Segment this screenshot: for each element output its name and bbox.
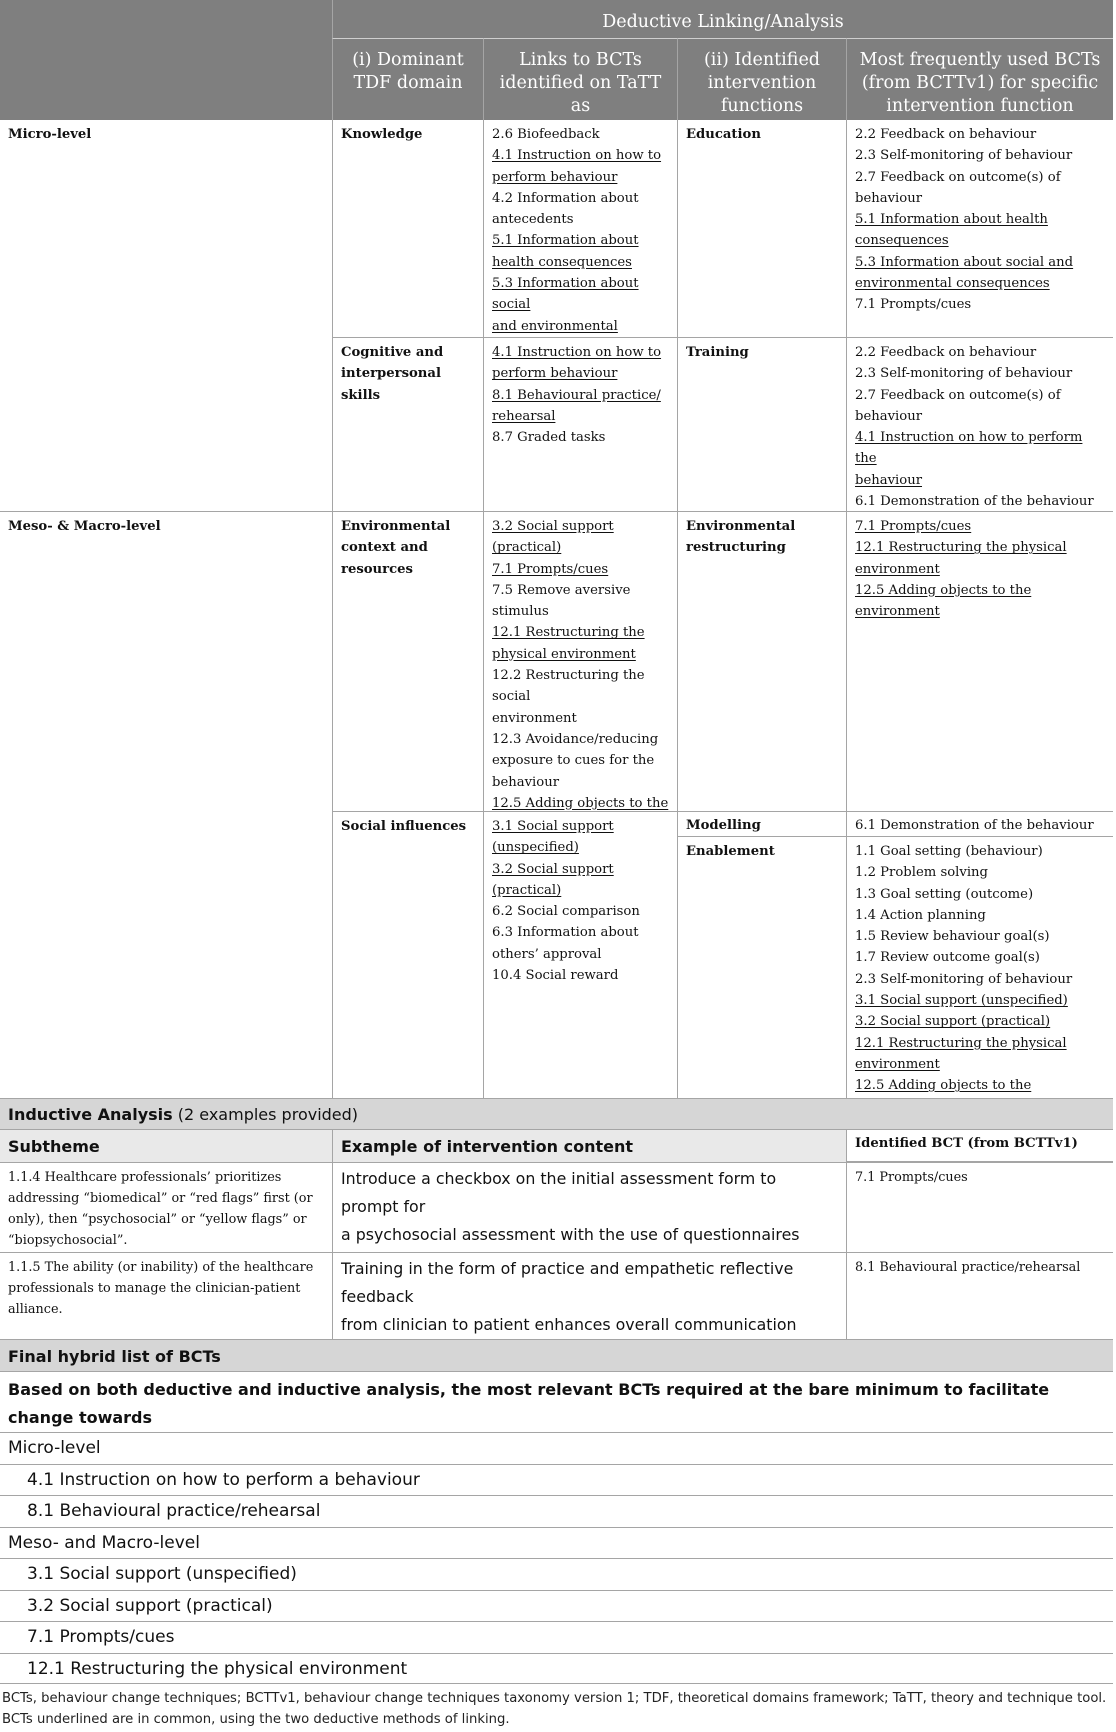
function-education: Education <box>677 120 846 338</box>
bct-line: 1.3 Goal setting (outcome) <box>855 886 1034 902</box>
example-2: Training in the form of practice and empathetic reflective feedback from clinician to patient enhances overall communication <box>332 1253 846 1339</box>
final-meso-item-text: 7.1 Prompts/cues <box>27 1627 175 1647</box>
bct-line: 1.5 Review behaviour goal(s) <box>855 929 1050 945</box>
bct-line: 12.5 Adding objects to the <box>492 795 669 811</box>
final-meso-item-3 <box>0 1621 1113 1653</box>
bct-line: environment <box>855 561 940 577</box>
bcts-environmental <box>846 511 1113 812</box>
final-micro-item-text: 4.1 Instruction on how to perform a behaviour <box>27 1470 420 1490</box>
bct-line: 2.2 Feedback on behaviour <box>855 345 1037 360</box>
domain-cognitive-skills: Cognitive and interpersonal skills <box>332 337 483 512</box>
bct-line: 4.2 Information about <box>492 190 639 206</box>
bct-line: 5.3 Information about social and <box>855 254 1074 270</box>
bct-line: 10.4 Social reward <box>492 968 619 984</box>
inductive-title-row <box>0 1098 1113 1129</box>
links-social-influences <box>483 811 677 1098</box>
subtheme-1: 1.1.4 Healthcare professionals’ prioritizes addressing “biomedical” or “red flags” first (or only), then “psychosocial” or “yellow flags” or “biopsychosocial”. <box>8 1170 313 1248</box>
final-meso-item-text: 3.2 Social support (practical) <box>27 1596 273 1616</box>
function-training: Training <box>677 337 846 512</box>
bct-line: 6.3 Information about <box>492 925 639 941</box>
bct-line: 12.1 Restructuring the <box>492 625 645 641</box>
bct-line: 4.1 Instruction on how to <box>492 148 662 164</box>
bct-line: (practical) <box>492 882 562 898</box>
final-intro-row <box>0 1371 1113 1432</box>
inductive-row-1 <box>0 1162 1113 1252</box>
bct-line: 1.4 Action planning <box>855 907 986 923</box>
final-title: Final hybrid list of BCTs <box>8 1347 221 1366</box>
bct-line: 2.7 Feedback on outcome(s) of <box>855 169 1061 185</box>
example-1: Introduce a checkbox on the initial assessment form to prompt for a psychosocial assessment with the use of questionnaires <box>332 1163 846 1252</box>
bct-line: exposure to cues for the <box>492 753 655 769</box>
col-identified-bct: Identified BCT (from BCTTv1) <box>846 1130 1113 1162</box>
bct-line: 2.6 Biofeedback <box>492 127 600 142</box>
final-intro: Based on both deductive and inductive analysis, the most relevant BCTs required at the bare minimum to facilitate change towards <box>8 1380 1050 1427</box>
header-col-domain: (i) Dominant TDF domain <box>332 38 483 120</box>
bcts-modelling <box>846 811 1113 837</box>
bct-line: 7.1 Prompts/cues <box>492 561 609 577</box>
final-micro-label: Micro-level <box>8 1438 101 1458</box>
bct-line: 2.3 Self-monitoring of behaviour <box>855 971 1073 987</box>
domain-social-influences: Social influences <box>332 811 483 1098</box>
bcts-enablement <box>846 836 1113 1098</box>
bct-line: perform behaviour <box>492 366 618 382</box>
inductive-title: Inductive Analysis (2 examples provided) <box>8 1105 359 1124</box>
identified-bct-2: 8.1 Behavioural practice/rehearsal <box>846 1253 1113 1339</box>
bct-line: and environmental <box>492 318 618 334</box>
bct-line: 1.1 Goal setting (behaviour) <box>855 844 1043 859</box>
inductive-row-2 <box>0 1252 1113 1339</box>
level-meso-macro: Meso- & Macro-level <box>0 511 332 1098</box>
bct-line: 3.2 Social support (practical) <box>855 1014 1051 1030</box>
table-header <box>0 0 1113 120</box>
col-example: Example of intervention content <box>332 1130 846 1162</box>
domain-environmental: Environmental context and resources <box>332 511 483 812</box>
identified-bct-1: 7.1 Prompts/cues <box>846 1163 1113 1252</box>
bct-line: 2.3 Self-monitoring of behaviour <box>855 148 1073 164</box>
final-meso-item-4 <box>0 1653 1113 1684</box>
bct-line: behaviour <box>492 774 560 790</box>
bct-line: 5.3 Information about social <box>492 276 639 313</box>
bcts-education <box>846 120 1113 338</box>
bct-line: 1.2 Problem solving <box>855 865 988 881</box>
final-meso-item-text: 12.1 Restructuring the physical environment <box>27 1659 408 1679</box>
header-spacer <box>0 0 332 120</box>
final-meso-item-1 <box>0 1558 1113 1590</box>
function-modelling: Modelling <box>677 811 846 837</box>
bct-line: 5.1 Information about <box>492 233 639 249</box>
bct-line: 8.7 Graded tasks <box>492 430 606 446</box>
bct-line: (unspecified) <box>492 840 579 856</box>
table-footnote: BCTs, behaviour change techniques; BCTTv1, behaviour change techniques taxonomy version 1; TDF, theoretical domains framework; TaTT, theory and technique tool. BCTs underlined are in common, using the two deductive methods of linking. <box>2 1691 1107 1727</box>
bct-line: 12.3 Avoidance/reducing <box>492 731 659 747</box>
bct-line: perform behaviour <box>492 169 618 185</box>
final-micro-item-text: 8.1 Behavioural practice/rehearsal <box>27 1501 321 1521</box>
header-col-bcts: Most frequently used BCTs (from BCTTv1) for specific intervention function <box>846 38 1113 120</box>
bct-line: stimulus <box>492 604 549 620</box>
bct-line: 12.5 Adding objects to the environment <box>855 582 1032 620</box>
bct-line: 7.1 Prompts/cues <box>855 519 972 534</box>
final-meso-item-text: 3.1 Social support (unspecified) <box>27 1564 297 1584</box>
bct-line: 12.1 Restructuring the physical <box>855 1035 1067 1051</box>
deductive-body <box>0 120 1113 1098</box>
bct-line: physical environment <box>492 646 636 662</box>
links-environmental <box>483 511 677 812</box>
links-knowledge <box>483 120 677 338</box>
bct-line: environmental consequences <box>855 276 1050 292</box>
bct-line: rehearsal <box>492 408 556 424</box>
header-col-links: Links to BCTs identified on TaTT as <box>483 38 677 120</box>
bct-line: 6.1 Demonstration of the behaviour <box>855 494 1094 510</box>
bct-line: 12.5 Adding objects to the <box>855 1078 1032 1094</box>
bct-line: 1.7 Review outcome goal(s) <box>855 950 1040 966</box>
bct-line: 2.2 Feedback on behaviour <box>855 127 1037 142</box>
bcts-training <box>846 337 1113 512</box>
header-group-title: Deductive Linking/Analysis <box>332 0 1113 38</box>
bct-line: 3.1 Social support (unspecified) <box>855 993 1068 1009</box>
bct-line: environment <box>492 710 577 726</box>
inductive-header-row <box>0 1129 1113 1162</box>
final-micro-label-row <box>0 1432 1113 1464</box>
final-micro-item-1 <box>0 1464 1113 1495</box>
links-cognitive-skills <box>483 337 677 512</box>
header-col-functions: (ii) Identified intervention functions <box>677 38 846 120</box>
bct-line: 3.2 Social support <box>492 861 614 877</box>
bct-line: 7.1 Prompts/cues <box>855 297 972 313</box>
bct-line: 3.1 Social support <box>492 819 614 834</box>
bct-line: others’ approval <box>492 946 602 962</box>
level-micro: Micro-level <box>8 127 92 142</box>
final-meso-label: Meso- and Macro-level <box>8 1533 200 1553</box>
final-meso-label-row <box>0 1527 1113 1558</box>
bct-line: behaviour <box>855 190 923 206</box>
bct-line: 4.1 Instruction on how to <box>492 345 662 360</box>
bct-line: 12.2 Restructuring the social <box>492 668 645 705</box>
subtheme-2: 1.1.5 The ability (or inability) of the healthcare professionals to manage the clinician-patient alliance. <box>8 1260 314 1317</box>
bct-line: 2.3 Self-monitoring of behaviour <box>855 366 1073 382</box>
bct-line: environment <box>855 1056 940 1072</box>
bct-line: health consequences <box>492 254 632 270</box>
bct-line: consequences <box>855 233 949 249</box>
bct-line: (practical) <box>492 540 562 556</box>
bct-line: 2.7 Feedback on outcome(s) of <box>855 387 1061 403</box>
bct-line: behaviour <box>855 472 923 488</box>
bct-line: 8.1 Behavioural practice/ <box>492 387 661 403</box>
final-micro-item-2 <box>0 1495 1113 1527</box>
domain-knowledge: Knowledge <box>332 120 483 338</box>
final-meso-item-2 <box>0 1590 1113 1621</box>
bct-line: 3.2 Social support <box>492 519 614 534</box>
bct-line: 7.5 Remove aversive <box>492 582 631 598</box>
final-title-row <box>0 1339 1113 1371</box>
function-environmental-restructuring: Environmental restructuring <box>677 511 846 812</box>
bct-line: 6.2 Social comparison <box>492 904 640 920</box>
bct-line: 5.1 Information about health <box>855 212 1048 228</box>
bct-line: 6.1 Demonstration of the behaviour <box>855 818 1094 833</box>
bct-line: 4.1 Instruction on how to perform the <box>855 430 1083 467</box>
bct-line: antecedents <box>492 212 574 228</box>
col-subtheme: Subtheme <box>0 1130 332 1162</box>
bct-line: 12.1 Restructuring the physical <box>855 540 1067 556</box>
bct-line: behaviour <box>855 408 923 424</box>
function-enablement: Enablement <box>677 836 846 1098</box>
